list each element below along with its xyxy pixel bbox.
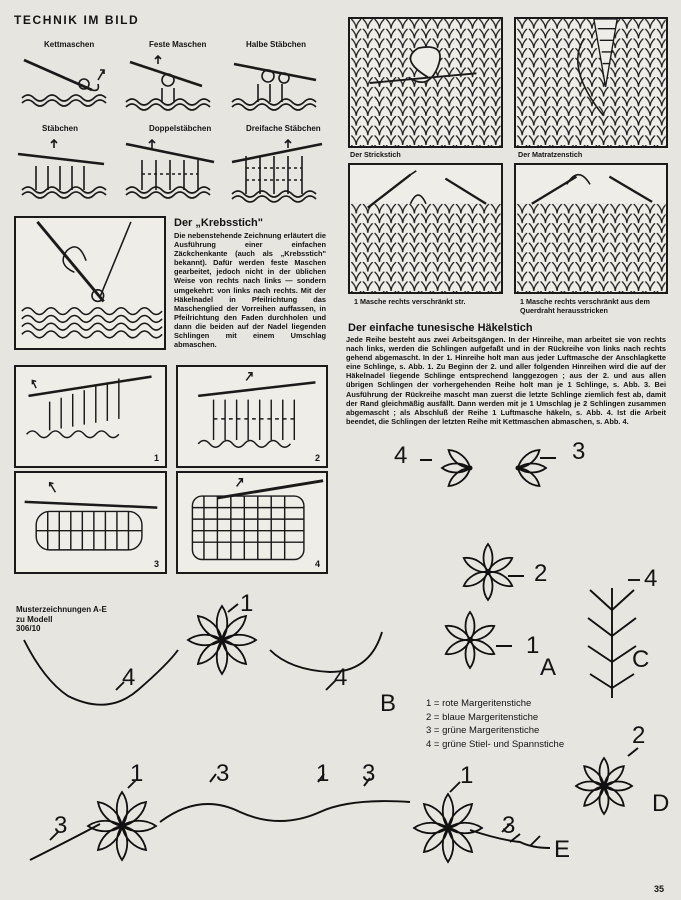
marker-e-3-far-left: 3 [54, 812, 68, 839]
marker-e-1-middle: 1 [316, 760, 330, 787]
letter-e: E [554, 836, 571, 863]
krebsstich-title: Der „Krebsstich" [174, 217, 263, 229]
motif-d [576, 748, 638, 814]
figure-number-4: 4 [314, 559, 320, 569]
marker-fan-4: 4 [394, 442, 408, 469]
figure-number-2: 2 [314, 453, 320, 463]
stitch-label-doppelstaebchen: Doppelstäbchen [149, 124, 212, 133]
stitch-label-halbe-staebchen: Halbe Stäbchen [246, 40, 307, 49]
muster-caption-line2: zu Modell [16, 614, 53, 624]
strickstich-label: Der Strickstich [350, 150, 401, 159]
stitch-label-dreifache-staebchen: Dreifache Stäbchen [246, 124, 321, 133]
muster-caption-line3: 306/10 [16, 624, 41, 633]
figure-number-1: 1 [153, 453, 159, 463]
page-heading: TECHNIK IM BILD [14, 13, 140, 27]
motif-c [588, 580, 640, 698]
stitch-label-feste-maschen: Feste Maschen [149, 40, 207, 49]
marker-a-2: 2 [534, 560, 548, 587]
muster-caption [16, 605, 107, 634]
marker-b-4-right: 4 [334, 664, 348, 691]
matratzenstich-label: Der Matratzenstich [518, 150, 583, 159]
legend-item-2: 2 = blaue Margeritenstiche [426, 711, 539, 723]
muster-caption-line1: Musterzeichnungen A-E [16, 605, 107, 614]
legend-item-1: 1 = rote Margeritenstiche [426, 698, 532, 709]
tunesisch-title: Der einfache tunesische Häkelstich [348, 322, 533, 334]
marker-e-1-right: 1 [460, 762, 474, 789]
marker-e-1-left: 1 [130, 760, 144, 787]
marker-a-1: 1 [526, 632, 540, 659]
marker-d-2: 2 [632, 722, 646, 749]
knit-caption-left: 1 Masche rechts verschränkt str. [354, 297, 466, 306]
letter-d: D [652, 790, 670, 817]
marker-fan-3: 3 [572, 438, 586, 465]
marker-b-1: 1 [240, 590, 254, 617]
letter-a: A [540, 654, 557, 681]
letter-c: C [632, 646, 650, 673]
letter-b: B [380, 690, 397, 717]
stitch-label-kettmaschen: Kettmaschen [44, 40, 95, 49]
motif-a [444, 544, 524, 668]
legend-item-3: 3 = grüne Margeritenstiche [426, 725, 540, 736]
color-legend [426, 697, 564, 751]
marker-b-4-left: 4 [122, 664, 136, 691]
marker-c-4: 4 [644, 565, 658, 592]
knit-caption-right: 1 Masche rechts verschränkt aus dem Querdraht herausstricken [520, 297, 650, 315]
page-number: 35 [654, 884, 665, 894]
marker-e-3-right: 3 [502, 812, 516, 839]
marker-e-3-left: 3 [216, 760, 230, 787]
figure-number-3: 3 [153, 559, 159, 569]
krebsstich-body: Die nebenstehende Zeichnung erläutert die Ausführung einer einfachen Zäckchenkante (auch als „Krebsstich" bekannt). Dafür werden feste Maschen gearbeitet, jedoch nicht in der üblichen Weise von rechts nach links — sondern umgekehrt: von links nach rechts. Mit der Häkelnadel in Pfeilrichtung das Maschenglied der Vorreihen auffassen, in Pfeilrichtung den Faden durchholen und dann die beiden auf der Nadel liegenden Schlingen mit einem Umschlag abmaschen. [174, 231, 326, 350]
marker-e-3-middle: 3 [362, 760, 376, 787]
stitch-label-staebchen: Stäbchen [42, 124, 79, 133]
tunesisch-body: Jede Reihe besteht aus zwei Arbeitsgängen. In der Hinreihe, man arbeitet sie von rechts nach links, werden die Schlingen aufgefaßt und in der Rückreihe von links nach rechts gehend abgemascht. In der 1. Hinreihe holt man aus jeder Luftmasche der Anschlagkette eine Schlinge, s. Abb. 1. Zu Beginn der 2. und aller folgenden Hinreihen wird die auf der Häkelnadel liegende Schlinge entsprechend langgezogen ; aus der 2. und aus allen übrigen Schlingen der vorhergehenden Reihe holt man je 1 Schlinge, s. Abb. 3. Bei Ausführung der Rückreihe mascht man zuerst die letzte Schlinge ziemlich fest ab, damit der Rand gleichmäßig ausfällt. Dann werden mit je 1 Umschlag je 2 Schlingen zusammen abgemascht ; als Abschluß der Reihe 1 Luftmasche häkeln, s. Abb. 4. Ist die Arbeit beendet, die Schlingen der letzten Reihe mit Kettmaschen abmaschen, s. Abb. 4. [346, 335, 666, 426]
legend-item-4: 4 = grüne Stiel- und Spannstiche [426, 738, 565, 750]
